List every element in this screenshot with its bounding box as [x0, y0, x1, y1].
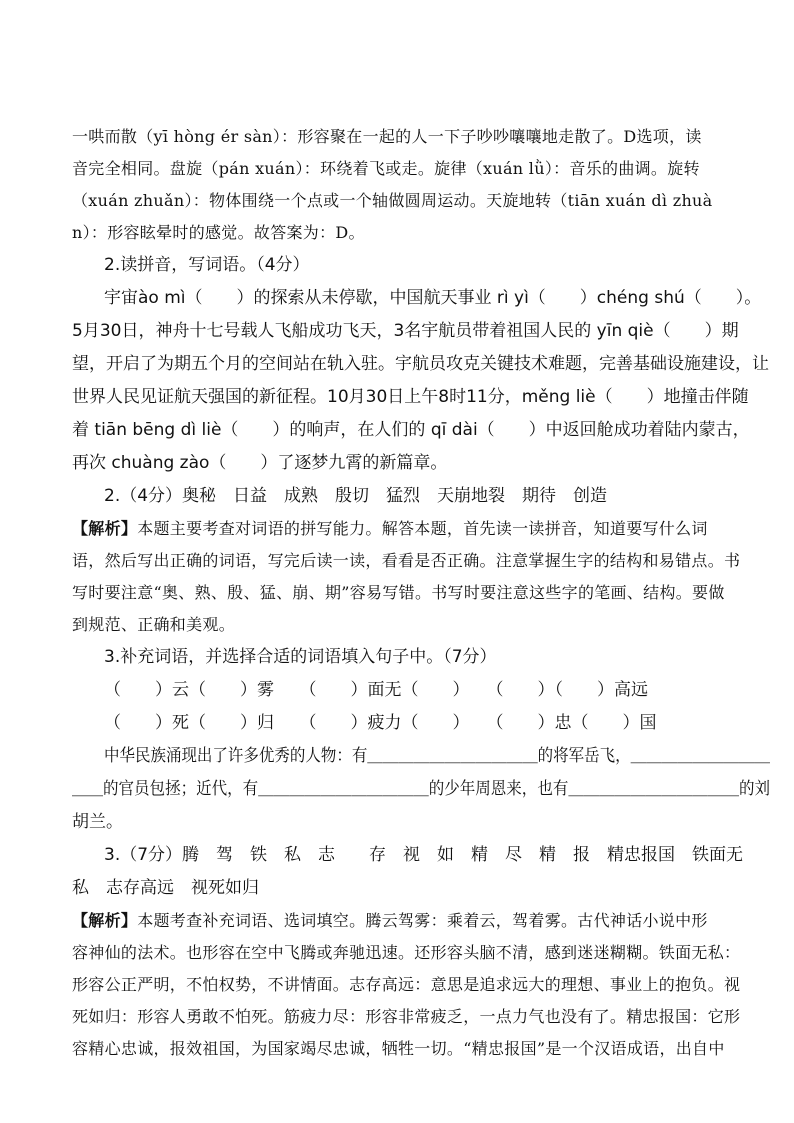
- question-2-heading: 2.读拼音，写词语。（4分）: [104, 255, 310, 275]
- answer-3: 私 志存高远 视死如归: [72, 878, 259, 898]
- question-2-text: 世界人民见证航天强国的新征程。10月30日上午8时11分，měng liè（ ）地撞击伴随: [72, 387, 749, 407]
- question-3-sentence: 胡兰。: [72, 812, 123, 832]
- explanation-line: 音完全相同。盘旋（pán xuán）：环绕着飞或走。旋律（xuán lǜ）：音乐的曲调。旋转: [72, 159, 700, 178]
- answer-3: 3.（7分）腾 驾 铁 私 志 存 视 如 精 尽 精 报 精忠报国 铁面无: [104, 845, 744, 865]
- question-2-text: 再次 chuàng zào（ ）了逐梦九霄的新篇章。: [72, 453, 448, 473]
- analysis-2-line: 写时要注意“奥、熟、殷、猛、崩、期”容易写错。书写时要注意这些字的笔画、结构。要做: [72, 583, 725, 602]
- answer-2: 2.（4分）奥秘 日益 成熟 殷切 猛烈 天崩地裂 期待 创造: [104, 486, 608, 506]
- question-3-blanks-row: （ ）云（ ）雾 （ ）面无（ ） （ ）（ ）高远: [104, 680, 648, 700]
- question-2-text: 着 tiān bēng dì liè（ ）的响声，在人们的 qī dài（ ）中返回舱成功着陆内蒙古，: [72, 420, 750, 440]
- analysis-3-line: 容神仙的法术。也形容在空中飞腾或奔驰迅速。还形容头脑不清，感到迷迷糊糊。铁面无私：: [72, 943, 741, 962]
- analysis-tag: 【解析】: [72, 911, 138, 930]
- analysis-3-line: 容精心忠诚，报效祖国，为国家竭尽忠诚，牺牲一切。“精忠报国”是一个汉语成语，出自中: [72, 1039, 725, 1058]
- explanation-line: （xuán zhuǎn）：物体围绕一个点或一个轴做圆周运动。天旋地转（tiān xuán dì zhuà: [72, 191, 713, 210]
- analysis-2-line: [72, 519, 708, 539]
- explanation-line: n）：形容眩晕时的感觉。故答案为：D。: [72, 223, 365, 242]
- question-3-sentence: 中华民族涌现出了许多优秀的人物：有＿＿＿＿＿＿＿＿＿＿＿的将军岳飞，＿＿＿＿＿＿＿＿＿: [104, 746, 771, 766]
- analysis-3-line: [72, 911, 708, 931]
- analysis-2-line: 到规范、正确和美观。: [72, 615, 236, 634]
- question-3-heading: 3.补充词语，并选择合适的词语填入句子中。（7分）: [104, 647, 497, 667]
- question-3-sentence: ＿＿的官员包拯；近代，有＿＿＿＿＿＿＿＿＿＿＿的少年周恩来，也有＿＿＿＿＿＿＿＿＿＿＿的刘: [72, 779, 770, 799]
- question-3-blanks-row: （ ）死（ ）归 （ ）疲力（ ） （ ）忠（ ）国: [104, 713, 657, 733]
- explanation-line: 一哄而散（yī hòng ér sàn）：形容聚在一起的人一下子吵吵嚷嚷地走散了。D选项，读: [72, 127, 702, 146]
- analysis-3-line: 形容公正严明，不怕权势，不讲情面。志存高远：意思是追求远大的理想、事业上的抱负。视: [72, 975, 741, 994]
- analysis-tag: 【解析】: [72, 519, 138, 538]
- question-2-text: 5月30日，神舟十七号载人飞船成功飞天，3名宇航员带着祖国人民的 yīn qiè（ ）期: [72, 321, 739, 341]
- analysis-3-line: 死如归：形容人勇敢不怕死。筋疲力尽：形容非常疲乏，一点力气也没有了。精忠报国：它形: [72, 1007, 741, 1026]
- analysis-text: 本题考查补充词语、选词填空。腾云驾雾：乘着云，驾着雾。古代神话小说中形: [137, 911, 708, 930]
- question-2-text: 宇宙ào mì（ ）的探索从未停歇，中国航天事业 rì yì（ ）chéng shú（ ）。: [104, 288, 762, 308]
- analysis-2-line: 语，然后写出正确的词语，写完后读一读，看看是否正确。注意掌握生字的结构和易错点。书: [72, 551, 741, 570]
- question-2-text: 望，开启了为期五个月的空间站在轨入驻。宇航员攻克关键技术难题，完善基础设施建设，让: [72, 354, 769, 374]
- analysis-text: 本题主要考查对词语的拼写能力。解答本题，首先读一读拼音，知道要写什么词: [137, 519, 708, 538]
